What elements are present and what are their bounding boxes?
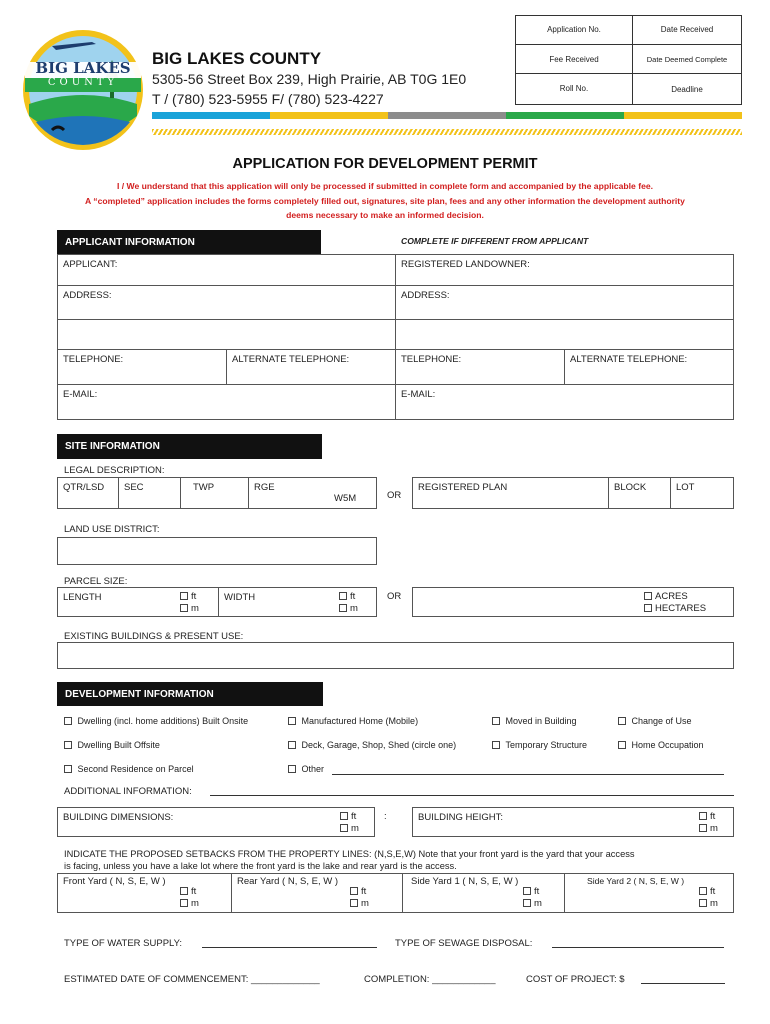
hatched-stripe xyxy=(152,129,742,135)
cost-of-project-line[interactable] xyxy=(641,983,725,984)
moved-in-building-checkbox[interactable] xyxy=(492,717,500,725)
option-dwelling-offsite[interactable] xyxy=(64,740,160,750)
length-m-checkbox[interactable] xyxy=(180,604,188,612)
lot-field[interactable] xyxy=(670,477,734,509)
applicant-telephone-field[interactable] xyxy=(57,349,227,385)
rear-ft-option[interactable] xyxy=(350,886,369,898)
building-dimensions-label: BUILDING DIMENSIONS: xyxy=(63,812,174,823)
side2-ft-label: ft xyxy=(710,886,716,897)
logo-text-bottom: COUNTY xyxy=(47,77,119,88)
additional-information-line[interactable] xyxy=(210,795,734,796)
rear-m-label: m xyxy=(361,898,369,909)
dimensions-ft-option[interactable] xyxy=(340,811,359,823)
deadline-label: Deadline xyxy=(671,85,703,94)
side1-ft-label: ft xyxy=(534,886,540,897)
option-moved-in-building[interactable] xyxy=(492,716,577,726)
side-yard-2-label: Side Yard 2 ( N, S, E, W ) xyxy=(587,876,685,886)
applicant-address-label: ADDRESS: xyxy=(63,290,112,301)
fee-received-cell[interactable] xyxy=(515,44,633,74)
setback-instructions-line-1: INDICATE THE PROPOSED SETBACKS FROM THE PROPERTY LINES: (N,S,E,W) Note that your front yard is the yard that your access xyxy=(64,849,635,859)
site-section-header: SITE INFORMATION xyxy=(57,434,322,459)
front-m-option[interactable] xyxy=(180,898,199,910)
roll-no-label: Roll No. xyxy=(559,84,589,93)
color-stripe xyxy=(152,112,742,119)
temporary-structure-label: Temporary Structure xyxy=(505,740,588,750)
or-label-parcel: OR xyxy=(387,591,402,602)
building-height-field[interactable] xyxy=(412,807,734,837)
rear-yard-label: Rear Yard ( N, S, E, W ) xyxy=(237,876,339,887)
landowner-alt-telephone-field[interactable] xyxy=(564,349,734,385)
option-temporary-structure[interactable] xyxy=(492,740,587,750)
applicant-section-header: APPLICANT INFORMATION xyxy=(57,230,321,254)
parcel-size-label: PARCEL SIZE: xyxy=(64,576,128,587)
cost-of-project-label: COST OF PROJECT: $ xyxy=(526,974,625,985)
additional-information-label: ADDITIONAL INFORMATION: xyxy=(64,786,192,797)
date-received-cell[interactable] xyxy=(632,15,742,45)
change-of-use-label: Change of Use xyxy=(631,716,692,726)
width-m-checkbox[interactable] xyxy=(339,604,347,612)
or-label-legal: OR xyxy=(387,490,402,501)
sec-field[interactable] xyxy=(118,477,181,509)
side1-ft-checkbox[interactable] xyxy=(523,887,531,895)
landowner-email-label: E-MAIL: xyxy=(401,389,436,400)
moved-in-building-label: Moved in Building xyxy=(505,716,577,726)
lot-label: LOT xyxy=(676,482,695,493)
option-home-occupation[interactable] xyxy=(618,740,704,750)
rge-label: RGE xyxy=(254,482,275,493)
applicant-address-field[interactable] xyxy=(57,285,396,320)
dimensions-ft-checkbox[interactable] xyxy=(340,812,348,820)
dwelling-offsite-checkbox[interactable] xyxy=(64,741,72,749)
sewage-disposal-line[interactable] xyxy=(552,947,724,948)
application-no-label: Application No. xyxy=(547,25,601,34)
applicant-field[interactable] xyxy=(57,254,396,286)
dwelling-offsite-label: Dwelling Built Offsite xyxy=(77,740,160,750)
side-yard-1-label: Side Yard 1 ( N, S, E, W ) xyxy=(411,876,519,887)
land-use-district-label: LAND USE DISTRICT: xyxy=(64,524,160,535)
rear-ft-label: ft xyxy=(361,886,367,897)
commencement-label: ESTIMATED DATE OF COMMENCEMENT: _____________ xyxy=(64,974,320,985)
other-checkbox[interactable] xyxy=(288,765,296,773)
rear-yard-field[interactable] xyxy=(231,873,403,913)
county-name: BIG LAKES COUNTY xyxy=(152,49,322,68)
front-m-label: m xyxy=(191,898,199,909)
existing-buildings-label: EXISTING BUILDINGS & PRESENT USE: xyxy=(64,631,244,642)
landowner-telephone-field[interactable] xyxy=(395,349,565,385)
applicant-alt-telephone-field[interactable] xyxy=(226,349,396,385)
date-deemed-complete-cell[interactable] xyxy=(632,44,742,74)
landowner-telephone-label: TELEPHONE: xyxy=(401,354,462,365)
applicant-email-label: E-MAIL: xyxy=(63,389,98,400)
home-occupation-label: Home Occupation xyxy=(631,740,704,750)
fee-received-label: Fee Received xyxy=(549,55,599,64)
legal-description-label: LEGAL DESCRIPTION: xyxy=(64,465,165,476)
width-m-option[interactable] xyxy=(339,603,358,615)
front-yard-field[interactable] xyxy=(57,873,232,913)
deck-garage-label: Deck, Garage, Shop, Shed (circle one) xyxy=(301,740,457,750)
water-supply-line[interactable] xyxy=(202,947,377,948)
registered-landowner-field[interactable] xyxy=(395,254,734,286)
side2-m-label: m xyxy=(710,898,718,909)
w5m-label: W5M xyxy=(334,493,357,504)
length-label: LENGTH xyxy=(63,592,102,603)
twp-field[interactable] xyxy=(180,477,249,509)
hectares-checkbox[interactable] xyxy=(644,604,652,612)
deck-garage-checkbox[interactable] xyxy=(288,741,296,749)
height-m-checkbox[interactable] xyxy=(699,824,707,832)
option-manufactured-home[interactable] xyxy=(288,716,418,726)
side2-m-checkbox[interactable] xyxy=(699,899,707,907)
manufactured-home-checkbox[interactable] xyxy=(288,717,296,725)
dimensions-ft-label: ft xyxy=(351,811,357,822)
sewage-disposal-label: TYPE OF SEWAGE DISPOSAL: xyxy=(395,938,533,949)
acres-option[interactable] xyxy=(644,591,706,603)
hectares-label: HECTARES xyxy=(655,603,707,614)
temporary-structure-checkbox[interactable] xyxy=(492,741,500,749)
rear-m-option[interactable] xyxy=(350,898,369,910)
side-yard-2-field[interactable] xyxy=(564,873,734,913)
acres-checkbox[interactable] xyxy=(644,592,652,600)
side2-m-option[interactable] xyxy=(699,898,718,910)
home-occupation-checkbox[interactable] xyxy=(618,741,626,749)
option-dwelling-onsite[interactable] xyxy=(64,716,248,726)
dimensions-colon: : xyxy=(384,811,387,822)
width-ft-option[interactable] xyxy=(339,591,358,603)
second-residence-label: Second Residence on Parcel xyxy=(77,764,194,774)
length-m-option[interactable] xyxy=(180,603,199,615)
development-section-header: DEVELOPMENT INFORMATION xyxy=(57,682,323,706)
deadline-cell[interactable] xyxy=(632,73,742,105)
existing-buildings-field[interactable] xyxy=(57,642,734,669)
area-field[interactable] xyxy=(412,587,734,617)
height-ft-option[interactable] xyxy=(699,811,718,823)
dimensions-m-label: m xyxy=(351,823,359,834)
county-phone: T / (780) 523-5955 F/ (780) 523-4227 xyxy=(152,91,384,107)
front-yard-label: Front Yard ( N, S, E, W ) xyxy=(63,876,166,887)
landowner-email-field[interactable] xyxy=(395,384,734,420)
qtr-lsd-field[interactable] xyxy=(57,477,119,509)
front-ft-checkbox[interactable] xyxy=(180,887,188,895)
dwelling-onsite-checkbox[interactable] xyxy=(64,717,72,725)
height-m-label: m xyxy=(710,823,718,834)
side1-ft-option[interactable] xyxy=(523,886,542,898)
completion-label: COMPLETION: ____________ xyxy=(364,974,496,985)
hectares-option[interactable] xyxy=(644,603,706,615)
land-use-district-field[interactable] xyxy=(57,537,377,565)
notice-line-2: A “completed” application includes the forms completely filled out, signatures, site plan, fees and any other information the development authority xyxy=(85,196,685,206)
length-field[interactable] xyxy=(57,587,219,617)
front-m-checkbox[interactable] xyxy=(180,899,188,907)
landowner-address-label: ADDRESS: xyxy=(401,290,450,301)
landowner-alt-telephone-label: ALTERNATE TELEPHONE: xyxy=(570,354,688,365)
height-m-option[interactable] xyxy=(699,823,718,835)
height-ft-checkbox[interactable] xyxy=(699,812,707,820)
water-supply-label: TYPE OF WATER SUPPLY: xyxy=(64,938,183,949)
rear-ft-checkbox[interactable] xyxy=(350,887,358,895)
setback-instructions-line-2: is facing, unless you have a lake lot where the front yard is the lake and rear yard is the access. xyxy=(64,861,457,871)
acres-label: ACRES xyxy=(655,591,688,602)
length-ft-checkbox[interactable] xyxy=(180,592,188,600)
roll-no-cell[interactable] xyxy=(515,73,633,105)
date-received-label: Date Received xyxy=(660,25,714,34)
block-field[interactable] xyxy=(608,477,671,509)
option-other[interactable] xyxy=(288,764,324,774)
landowner-address-line-2[interactable] xyxy=(395,319,734,350)
length-ft-option[interactable] xyxy=(180,591,199,603)
width-ft-label: ft xyxy=(350,591,356,602)
front-ft-label: ft xyxy=(191,886,197,897)
applicant-email-field[interactable] xyxy=(57,384,396,420)
option-second-residence[interactable] xyxy=(64,764,194,774)
county-address: 5305-56 Street Box 239, High Prairie, AB T0G 1E0 xyxy=(152,71,467,87)
length-ft-label: ft xyxy=(191,591,197,602)
height-ft-label: ft xyxy=(710,811,716,822)
applicant-telephone-label: TELEPHONE: xyxy=(63,354,124,365)
sec-label: SEC xyxy=(124,482,144,493)
landowner-address-field[interactable] xyxy=(395,285,734,320)
width-m-label: m xyxy=(350,603,358,614)
qtr-lsd-label: QTR/LSD xyxy=(63,482,105,493)
registered-landowner-label: REGISTERED LANDOWNER: xyxy=(401,259,530,270)
building-height-label: BUILDING HEIGHT: xyxy=(418,812,503,823)
block-label: BLOCK xyxy=(614,482,647,493)
dimensions-m-checkbox[interactable] xyxy=(340,824,348,832)
rear-m-checkbox[interactable] xyxy=(350,899,358,907)
manufactured-home-label: Manufactured Home (Mobile) xyxy=(301,716,419,726)
logo-text-top: BIG LAKES xyxy=(35,59,131,77)
county-logo xyxy=(22,26,144,154)
side2-ft-option[interactable] xyxy=(699,886,718,898)
side-yard-1-field[interactable] xyxy=(402,873,565,913)
width-field[interactable] xyxy=(218,587,377,617)
rge-field[interactable] xyxy=(248,477,377,509)
registered-plan-field[interactable] xyxy=(412,477,609,509)
length-m-label: m xyxy=(191,603,199,614)
other-input-line[interactable] xyxy=(332,774,724,775)
side1-m-checkbox[interactable] xyxy=(523,899,531,907)
side2-ft-checkbox[interactable] xyxy=(699,887,707,895)
front-ft-option[interactable] xyxy=(180,886,199,898)
option-deck-garage[interactable] xyxy=(288,740,456,750)
change-of-use-checkbox[interactable] xyxy=(618,717,626,725)
form-title: APPLICATION FOR DEVELOPMENT PERMIT xyxy=(232,156,538,172)
application-no-cell[interactable] xyxy=(515,15,633,45)
applicant-label: APPLICANT: xyxy=(63,259,118,270)
twp-label: TWP xyxy=(193,482,215,493)
registered-plan-label: REGISTERED PLAN xyxy=(418,482,508,493)
second-residence-checkbox[interactable] xyxy=(64,765,72,773)
complete-if-different-note: COMPLETE IF DIFFERENT FROM APPLICANT xyxy=(401,236,589,246)
notice-line-1: I / We understand that this application will only be processed if submitted in complete form and accompanied by the applicable fee. xyxy=(116,181,654,191)
date-deemed-complete-label: Date Deemed Complete xyxy=(646,55,728,64)
dwelling-onsite-label: Dwelling (incl. home additions) Built Onsite xyxy=(77,716,249,726)
notice-line-3: deems necessary to make an informed decision. xyxy=(286,210,484,220)
applicant-address-line-2[interactable] xyxy=(57,319,396,350)
side1-m-label: m xyxy=(534,898,542,909)
applicant-alt-telephone-label: ALTERNATE TELEPHONE: xyxy=(232,354,350,365)
width-ft-checkbox[interactable] xyxy=(339,592,347,600)
option-change-of-use[interactable] xyxy=(618,716,692,726)
other-label: Other xyxy=(301,764,325,774)
width-label: WIDTH xyxy=(224,592,256,603)
building-dimensions-field[interactable] xyxy=(57,807,375,837)
dimensions-m-option[interactable] xyxy=(340,823,359,835)
side1-m-option[interactable] xyxy=(523,898,542,910)
